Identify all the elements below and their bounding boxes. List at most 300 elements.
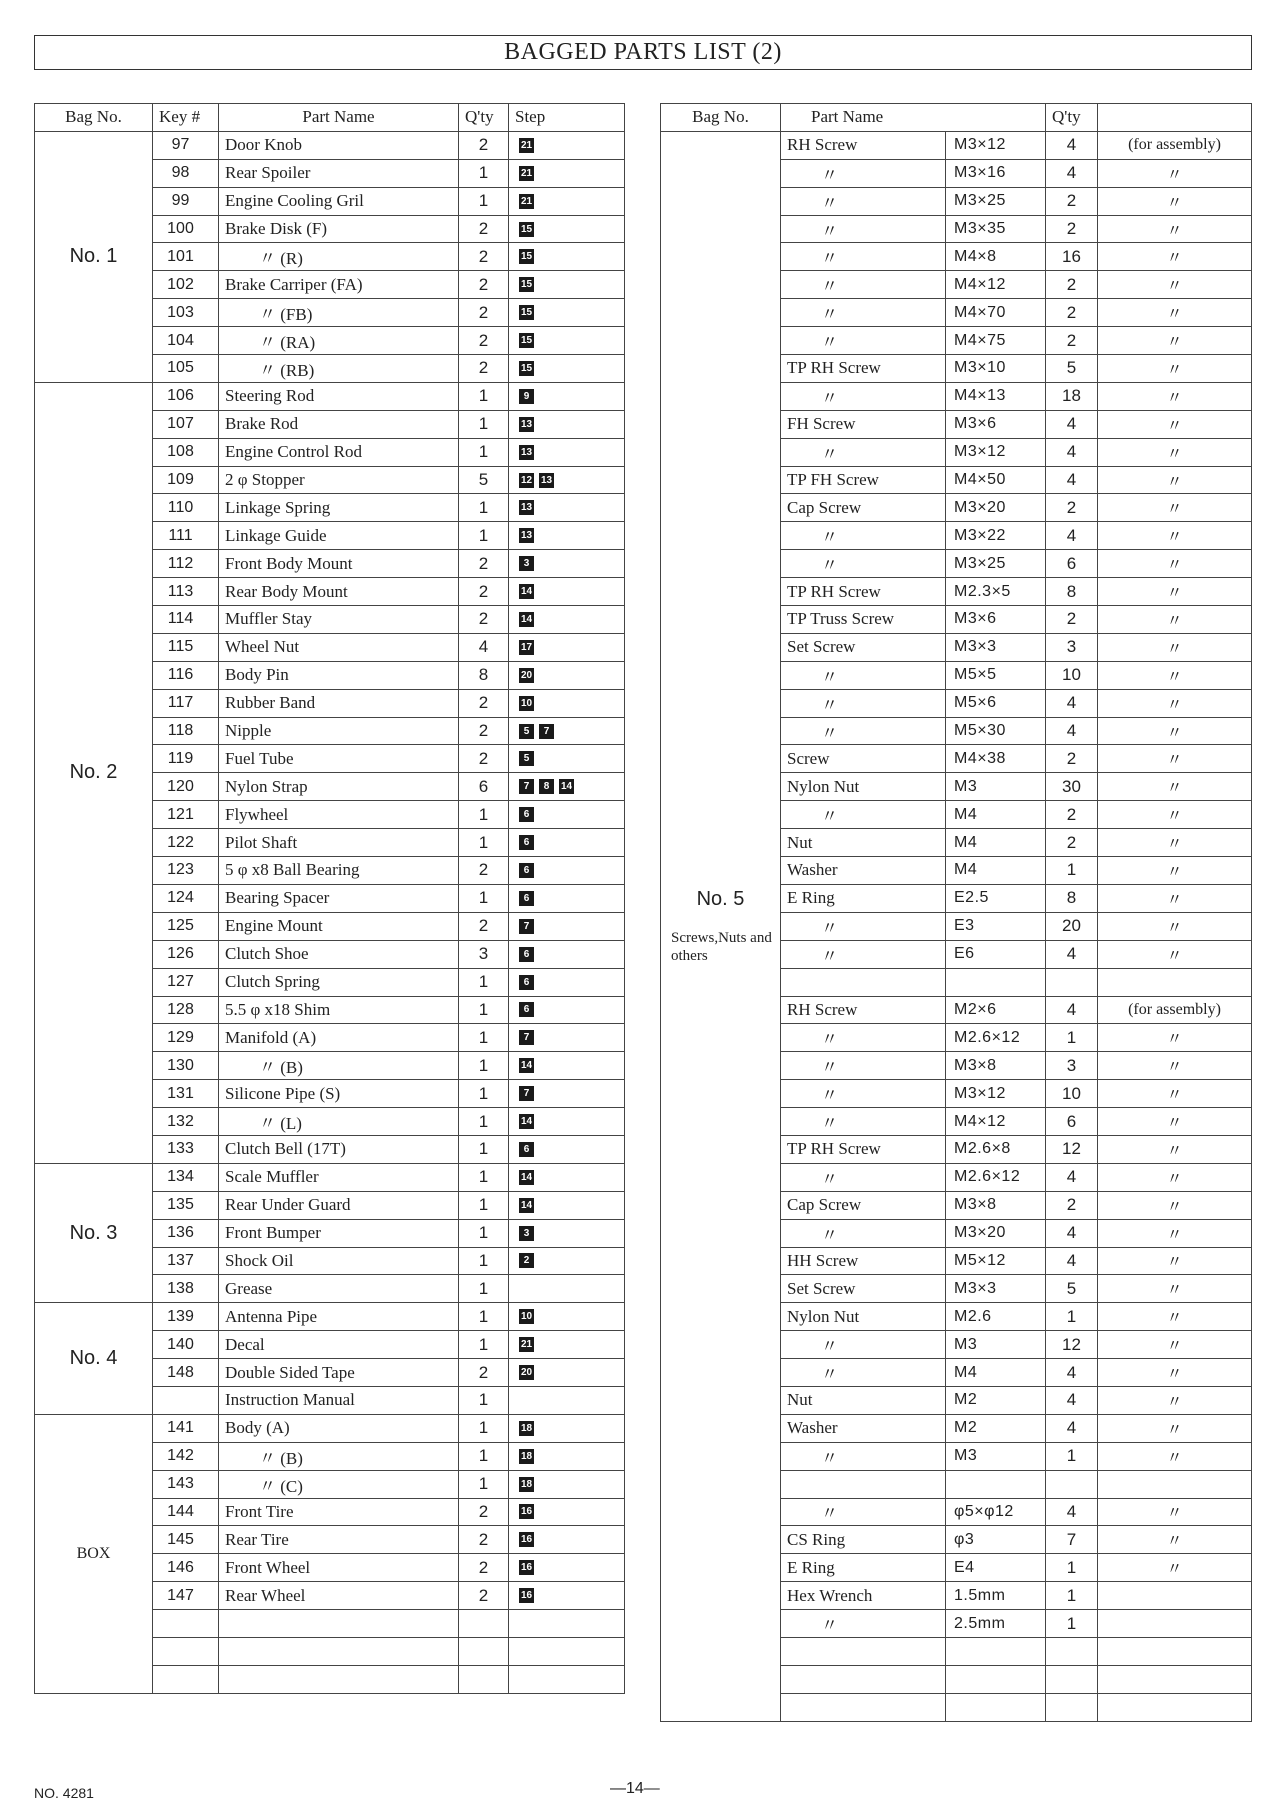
step-badge: 10	[520, 697, 533, 709]
part-size: M4	[946, 1359, 1046, 1387]
key-number: 98	[153, 159, 219, 187]
quantity: 1	[1046, 1024, 1098, 1052]
bag-number: No. 2	[35, 382, 153, 1163]
quantity: 3	[1046, 1052, 1098, 1080]
part-name: Set Screw	[781, 633, 946, 661]
step-list	[515, 1309, 624, 1324]
step-badge: 21	[520, 1339, 533, 1351]
part-name: Nipple	[219, 717, 459, 745]
key-number: 109	[153, 466, 219, 494]
key-number: 110	[153, 494, 219, 522]
quantity: 1	[459, 1386, 509, 1414]
part-name: 〃	[781, 550, 946, 578]
step-list	[515, 528, 624, 543]
step-list	[515, 1086, 624, 1101]
quantity: 2	[459, 717, 509, 745]
quantity: 1	[459, 1191, 509, 1219]
part-name: TP RH Screw	[781, 1135, 946, 1163]
note	[1098, 1637, 1252, 1665]
key-number	[153, 1665, 219, 1693]
quantity	[1046, 1693, 1098, 1721]
key-number: 113	[153, 578, 219, 606]
step-badge: 5	[519, 724, 534, 739]
step-list	[515, 138, 624, 153]
note: 〃	[1098, 355, 1252, 383]
part-name: Linkage Guide	[219, 522, 459, 550]
note	[1098, 1665, 1252, 1693]
key-number: 123	[153, 857, 219, 885]
key-number: 108	[153, 438, 219, 466]
part-name: Nylon Nut	[781, 773, 946, 801]
part-name: 〃 (RB)	[219, 355, 459, 383]
part-name: Instruction Manual	[219, 1386, 459, 1414]
part-name: Front Bumper	[219, 1219, 459, 1247]
step-cell	[509, 327, 625, 355]
part-size: M4	[946, 829, 1046, 857]
step-list	[515, 1253, 624, 1268]
part-name: Scale Muffler	[219, 1163, 459, 1191]
quantity: 2	[459, 1359, 509, 1387]
part-name: 〃	[781, 1610, 946, 1638]
note	[1098, 1610, 1252, 1638]
quantity: 2	[1046, 801, 1098, 829]
step-badge: 7	[539, 724, 554, 739]
part-name: Clutch Spring	[219, 968, 459, 996]
part-size: M3	[946, 773, 1046, 801]
quantity: 2	[1046, 187, 1098, 215]
part-name: Linkage Spring	[219, 494, 459, 522]
part-size: M3×16	[946, 159, 1046, 187]
part-name: Rear Under Guard	[219, 1191, 459, 1219]
table-row	[35, 382, 625, 410]
part-size: M5×12	[946, 1247, 1046, 1275]
note: 〃	[1098, 857, 1252, 885]
quantity: 1	[459, 1331, 509, 1359]
step-badge: 6	[519, 863, 534, 878]
quantity: 4	[1046, 438, 1098, 466]
quantity: 12	[1046, 1331, 1098, 1359]
part-name: 〃 (C)	[219, 1470, 459, 1498]
key-number: 129	[153, 1024, 219, 1052]
part-size: M3	[946, 1331, 1046, 1359]
part-size	[946, 1693, 1046, 1721]
step-badge: 13	[520, 530, 533, 542]
note: 〃	[1098, 382, 1252, 410]
note: 〃	[1098, 215, 1252, 243]
quantity: 1	[459, 829, 509, 857]
quantity: 1	[1046, 1610, 1098, 1638]
step-cell	[509, 1052, 625, 1080]
key-number: 99	[153, 187, 219, 215]
part-size: M3×22	[946, 522, 1046, 550]
left-table-body	[35, 131, 625, 1693]
note: 〃	[1098, 271, 1252, 299]
part-size: M3×25	[946, 187, 1046, 215]
part-name: Set Screw	[781, 1275, 946, 1303]
part-name	[781, 1470, 946, 1498]
step-list	[515, 333, 624, 348]
quantity: 4	[1046, 996, 1098, 1024]
key-number	[153, 1610, 219, 1638]
note: 〃	[1098, 912, 1252, 940]
note	[1098, 1582, 1252, 1610]
part-name: Fuel Tube	[219, 745, 459, 773]
part-name: Muffler Stay	[219, 606, 459, 634]
quantity: 1	[1046, 1442, 1098, 1470]
step-cell	[509, 1108, 625, 1136]
quantity: 30	[1046, 773, 1098, 801]
key-number: 119	[153, 745, 219, 773]
quantity: 4	[1046, 466, 1098, 494]
part-size: E2.5	[946, 884, 1046, 912]
note	[1098, 968, 1252, 996]
part-name: Clutch Shoe	[219, 940, 459, 968]
quantity: 5	[1046, 1275, 1098, 1303]
step-list	[515, 919, 624, 934]
quantity: 4	[1046, 1247, 1098, 1275]
part-name: 〃	[781, 1359, 946, 1387]
quantity: 2	[459, 215, 509, 243]
step-list	[515, 724, 624, 739]
key-number: 132	[153, 1108, 219, 1136]
part-size: M2.6×12	[946, 1163, 1046, 1191]
step-cell	[509, 410, 625, 438]
step-badge: 6	[519, 1142, 534, 1157]
quantity: 1	[459, 1470, 509, 1498]
quantity: 8	[1046, 578, 1098, 606]
step-list	[515, 807, 624, 822]
note: 〃	[1098, 1135, 1252, 1163]
key-number: 142	[153, 1442, 219, 1470]
part-size: M3×3	[946, 1275, 1046, 1303]
step-cell	[509, 633, 625, 661]
step-list	[515, 1198, 624, 1213]
step-cell	[509, 1163, 625, 1191]
step-badge: 6	[519, 807, 534, 822]
step-list	[515, 751, 624, 766]
key-number: 121	[153, 801, 219, 829]
part-name: 2 φ Stopper	[219, 466, 459, 494]
part-name: 〃	[781, 1052, 946, 1080]
key-number: 135	[153, 1191, 219, 1219]
step-badge: 13	[540, 474, 553, 486]
quantity: 18	[1046, 382, 1098, 410]
part-name: Silicone Pipe (S)	[219, 1080, 459, 1108]
note: 〃	[1098, 1191, 1252, 1219]
step-cell	[509, 1247, 625, 1275]
part-name: Decal	[219, 1331, 459, 1359]
part-size: M3×10	[946, 355, 1046, 383]
quantity: 1	[459, 1024, 509, 1052]
part-name: Brake Disk (F)	[219, 215, 459, 243]
note: 〃	[1098, 522, 1252, 550]
key-number: 145	[153, 1526, 219, 1554]
part-name: Cap Screw	[781, 494, 946, 522]
step-cell	[509, 578, 625, 606]
key-number: 133	[153, 1135, 219, 1163]
part-name: 〃	[781, 1080, 946, 1108]
quantity: 16	[1046, 243, 1098, 271]
note: 〃	[1098, 1386, 1252, 1414]
part-name: Body (A)	[219, 1414, 459, 1442]
step-badge: 13	[520, 502, 533, 514]
part-name: Washer	[781, 857, 946, 885]
quantity: 4	[1046, 1163, 1098, 1191]
part-size: M2	[946, 1386, 1046, 1414]
key-number: 139	[153, 1303, 219, 1331]
step-cell	[509, 1498, 625, 1526]
quantity: 2	[459, 299, 509, 327]
step-list	[515, 1504, 624, 1519]
quantity	[1046, 1637, 1098, 1665]
part-name: Cap Screw	[781, 1191, 946, 1219]
quantity: 1	[459, 1414, 509, 1442]
part-size: M3×3	[946, 633, 1046, 661]
part-name: E Ring	[781, 1554, 946, 1582]
step-list	[515, 1477, 624, 1492]
part-size	[946, 1665, 1046, 1693]
note: 〃	[1098, 1024, 1252, 1052]
table-row	[35, 1303, 625, 1331]
quantity: 4	[1046, 689, 1098, 717]
quantity: 1	[459, 1080, 509, 1108]
key-number: 143	[153, 1470, 219, 1498]
part-size: φ3	[946, 1526, 1046, 1554]
part-size: M4×13	[946, 382, 1046, 410]
step-badge: 6	[519, 947, 534, 962]
key-number: 122	[153, 829, 219, 857]
part-name: Bearing Spacer	[219, 884, 459, 912]
page-title: BAGGED PARTS LIST (2)	[34, 35, 1252, 70]
step-list	[515, 1142, 624, 1157]
part-size: M2×6	[946, 996, 1046, 1024]
quantity: 1	[459, 438, 509, 466]
note: 〃	[1098, 299, 1252, 327]
part-name: 〃	[781, 940, 946, 968]
bag-description: Screws,Nuts and others	[671, 929, 772, 964]
part-name: 5.5 φ x18 Shim	[219, 996, 459, 1024]
key-number: 118	[153, 717, 219, 745]
part-size: M2.3×5	[946, 578, 1046, 606]
step-badge: 21	[520, 167, 533, 179]
step-cell	[509, 745, 625, 773]
part-name: 〃	[781, 1163, 946, 1191]
step-badge: 14	[520, 613, 533, 625]
step-list	[515, 1588, 624, 1603]
note: 〃	[1098, 1108, 1252, 1136]
part-size: φ5×φ12	[946, 1498, 1046, 1526]
quantity: 1	[1046, 1303, 1098, 1331]
part-size: M3×20	[946, 494, 1046, 522]
quantity: 1	[459, 494, 509, 522]
part-name: Front Wheel	[219, 1554, 459, 1582]
part-name: 〃 (RA)	[219, 327, 459, 355]
quantity: 2	[459, 912, 509, 940]
key-number: 125	[153, 912, 219, 940]
key-number: 147	[153, 1582, 219, 1610]
step-badge: 10	[520, 1311, 533, 1323]
step-cell	[509, 1331, 625, 1359]
part-size	[946, 1637, 1046, 1665]
step-list	[515, 305, 624, 320]
note: 〃	[1098, 243, 1252, 271]
step-cell	[509, 299, 625, 327]
key-number: 124	[153, 884, 219, 912]
step-badge: 8	[539, 779, 554, 794]
quantity: 1	[459, 996, 509, 1024]
step-list	[515, 556, 624, 571]
note: 〃	[1098, 606, 1252, 634]
part-name	[781, 1693, 946, 1721]
part-size: 2.5mm	[946, 1610, 1046, 1638]
quantity: 1	[1046, 1582, 1098, 1610]
key-number: 112	[153, 550, 219, 578]
right-table-body	[661, 131, 1252, 1721]
quantity: 2	[459, 745, 509, 773]
step-badge: 6	[519, 891, 534, 906]
step-list	[515, 473, 624, 488]
step-badge: 3	[519, 556, 534, 571]
step-list	[515, 863, 624, 878]
part-name: 〃	[781, 243, 946, 271]
quantity: 1	[1046, 857, 1098, 885]
header-bag-no: Bag No.	[35, 104, 153, 132]
step-list	[515, 1560, 624, 1575]
quantity: 1	[459, 1135, 509, 1163]
note: 〃	[1098, 410, 1252, 438]
note: 〃	[1098, 1219, 1252, 1247]
step-list	[515, 612, 624, 627]
step-cell	[509, 884, 625, 912]
note: 〃	[1098, 745, 1252, 773]
note: 〃	[1098, 829, 1252, 857]
step-cell	[509, 689, 625, 717]
note: 〃	[1098, 1275, 1252, 1303]
quantity: 1	[459, 884, 509, 912]
part-name: Rubber Band	[219, 689, 459, 717]
key-number: 127	[153, 968, 219, 996]
step-list	[515, 1421, 624, 1436]
step-cell	[509, 773, 625, 801]
part-name: RH Screw	[781, 131, 946, 159]
note: 〃	[1098, 1442, 1252, 1470]
step-cell	[509, 912, 625, 940]
quantity: 2	[459, 327, 509, 355]
step-cell	[509, 1665, 625, 1693]
part-size: M3×8	[946, 1052, 1046, 1080]
step-cell	[509, 1024, 625, 1052]
part-name: 〃	[781, 299, 946, 327]
quantity	[459, 1665, 509, 1693]
key-number: 114	[153, 606, 219, 634]
part-name: 〃	[781, 438, 946, 466]
part-name: Engine Control Rod	[219, 438, 459, 466]
step-badge: 2	[519, 1253, 534, 1268]
step-cell	[509, 159, 625, 187]
part-name: Front Tire	[219, 1498, 459, 1526]
key-number: 115	[153, 633, 219, 661]
step-list	[515, 1337, 624, 1352]
step-badge: 12	[520, 474, 533, 486]
quantity: 2	[459, 243, 509, 271]
step-cell	[509, 940, 625, 968]
quantity: 7	[1046, 1526, 1098, 1554]
key-number: 138	[153, 1275, 219, 1303]
step-cell	[509, 382, 625, 410]
part-name	[219, 1637, 459, 1665]
note: 〃	[1098, 1163, 1252, 1191]
quantity: 1	[459, 1247, 509, 1275]
note: 〃	[1098, 689, 1252, 717]
step-list	[515, 249, 624, 264]
step-list	[515, 361, 624, 376]
right-header-row	[661, 104, 1252, 132]
key-number: 136	[153, 1219, 219, 1247]
step-badge: 5	[519, 751, 534, 766]
step-list	[515, 417, 624, 432]
part-name: RH Screw	[781, 996, 946, 1024]
left-parts-table	[34, 103, 625, 1694]
part-size: 1.5mm	[946, 1582, 1046, 1610]
quantity: 4	[1046, 717, 1098, 745]
step-cell	[509, 1135, 625, 1163]
step-cell	[509, 355, 625, 383]
part-name: Engine Mount	[219, 912, 459, 940]
step-cell	[509, 1080, 625, 1108]
part-size: M4×12	[946, 271, 1046, 299]
key-number: 116	[153, 661, 219, 689]
step-badge: 15	[520, 307, 533, 319]
part-size: M3	[946, 1442, 1046, 1470]
bag-number: BOX	[35, 1414, 153, 1693]
quantity: 2	[1046, 299, 1098, 327]
note: 〃	[1098, 773, 1252, 801]
quantity: 2	[459, 1526, 509, 1554]
note: 〃	[1098, 1303, 1252, 1331]
quantity: 2	[1046, 606, 1098, 634]
quantity: 10	[1046, 1080, 1098, 1108]
key-number: 126	[153, 940, 219, 968]
quantity: 5	[1046, 355, 1098, 383]
step-badge: 14	[520, 1171, 533, 1183]
step-badge: 13	[520, 418, 533, 430]
quantity: 4	[1046, 410, 1098, 438]
quantity: 2	[1046, 829, 1098, 857]
part-name: Nylon Strap	[219, 773, 459, 801]
part-size: M4×70	[946, 299, 1046, 327]
quantity: 2	[459, 1554, 509, 1582]
step-list	[515, 1532, 624, 1547]
part-size	[946, 968, 1046, 996]
quantity	[1046, 1665, 1098, 1693]
quantity: 1	[459, 801, 509, 829]
key-number: 97	[153, 131, 219, 159]
step-list	[515, 668, 624, 683]
bag-number: No. 1	[35, 131, 153, 382]
quantity: 1	[459, 1219, 509, 1247]
note: 〃	[1098, 1554, 1252, 1582]
note: 〃	[1098, 661, 1252, 689]
step-cell	[509, 466, 625, 494]
step-badge: 7	[519, 919, 534, 934]
quantity	[1046, 968, 1098, 996]
key-number: 105	[153, 355, 219, 383]
step-list	[515, 640, 624, 655]
step-cell	[509, 1637, 625, 1665]
step-list	[515, 1030, 624, 1045]
note: 〃	[1098, 1526, 1252, 1554]
step-badge: 20	[520, 669, 533, 681]
